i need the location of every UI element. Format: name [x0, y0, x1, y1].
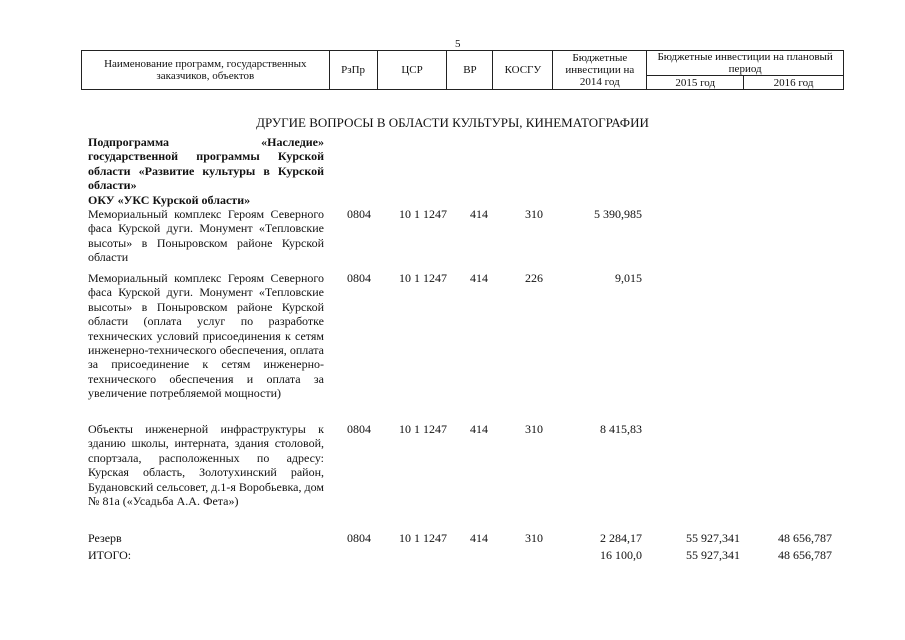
row-2015: 55 927,341 — [686, 531, 740, 545]
header-planned-period: Бюджетные инвестиции на плановый период — [647, 51, 844, 76]
row-kosgu: 226 — [525, 271, 543, 285]
row-name: Резерв — [88, 531, 122, 545]
row-2014: 5 390,985 — [594, 207, 642, 221]
row-vr: 414 — [470, 207, 488, 221]
header-rzpr: РзПр — [329, 51, 377, 90]
header-vr: ВР — [447, 51, 493, 90]
subprogram-title: Подпрограмма «Наследие» государственной программы Курской области «Развитие культуры в Курской области» — [88, 135, 324, 193]
page-number: 5 — [455, 38, 461, 50]
header-name: Наименование программ, государственных заказчиков, объектов — [82, 51, 330, 90]
row-name: Мемориальный комплекс Героям Северного фаса Курской дуги. Монумент «Тепловские высоты» в Поныровском районе Курской области (оплата услуг по разработке технических условий присоединения к сетям инженерно-технического обеспечения, оплата за присоединение к сетям инженерно-технического обеспечения и оплата за увеличение потребляемой мощности) — [88, 271, 324, 401]
row-kosgu: 310 — [525, 422, 543, 436]
row-rzpr: 0804 — [347, 531, 371, 545]
row-kosgu: 310 — [525, 531, 543, 545]
total-2016: 48 656,787 — [778, 548, 832, 562]
row-2016: 48 656,787 — [778, 531, 832, 545]
row-csr: 10 1 1247 — [399, 207, 447, 221]
row-vr: 414 — [470, 271, 488, 285]
row-2014: 9,015 — [615, 271, 642, 285]
row-csr: 10 1 1247 — [399, 531, 447, 545]
row-2014: 2 284,17 — [600, 531, 642, 545]
total-label: ИТОГО: — [88, 548, 132, 562]
customer-title: ОКУ «УКС Курской области» — [88, 193, 251, 207]
row-vr: 414 — [470, 422, 488, 436]
header-2016: 2016 год — [744, 76, 844, 90]
row-rzpr: 0804 — [347, 207, 371, 221]
row-rzpr: 0804 — [347, 422, 371, 436]
header-kosgu: КОСГУ — [493, 51, 553, 90]
table-header — [81, 50, 844, 90]
row-2014: 8 415,83 — [600, 422, 642, 436]
row-name: Мемориальный комплекс Героям Северного фаса Курской дуги. Монумент «Тепловские высоты» в Поныровском районе Курской области — [88, 207, 324, 265]
header-csr: ЦСР — [377, 51, 447, 90]
total-2014: 16 100,0 — [600, 548, 642, 562]
row-rzpr: 0804 — [347, 271, 371, 285]
row-kosgu: 310 — [525, 207, 543, 221]
header-budget-2014: Бюджетные инвестиции на 2014 год — [553, 51, 647, 90]
row-name: Объекты инженерной инфраструктуры к зданию школы, интерната, здания столовой, спортзала, расположенных по адресу: Курская область, Золотухинский район, Будановский сельсовет, д.1-я Воробьевка, дом № 81а («Усадьба А.А. Фета») — [88, 422, 324, 509]
row-csr: 10 1 1247 — [399, 422, 447, 436]
row-vr: 414 — [470, 531, 488, 545]
total-2015: 55 927,341 — [686, 548, 740, 562]
section-title: ДРУГИЕ ВОПРОСЫ В ОБЛАСТИ КУЛЬТУРЫ, КИНЕМАТОГРАФИИ — [256, 115, 649, 130]
row-csr: 10 1 1247 — [399, 271, 447, 285]
header-2015: 2015 год — [647, 76, 744, 90]
